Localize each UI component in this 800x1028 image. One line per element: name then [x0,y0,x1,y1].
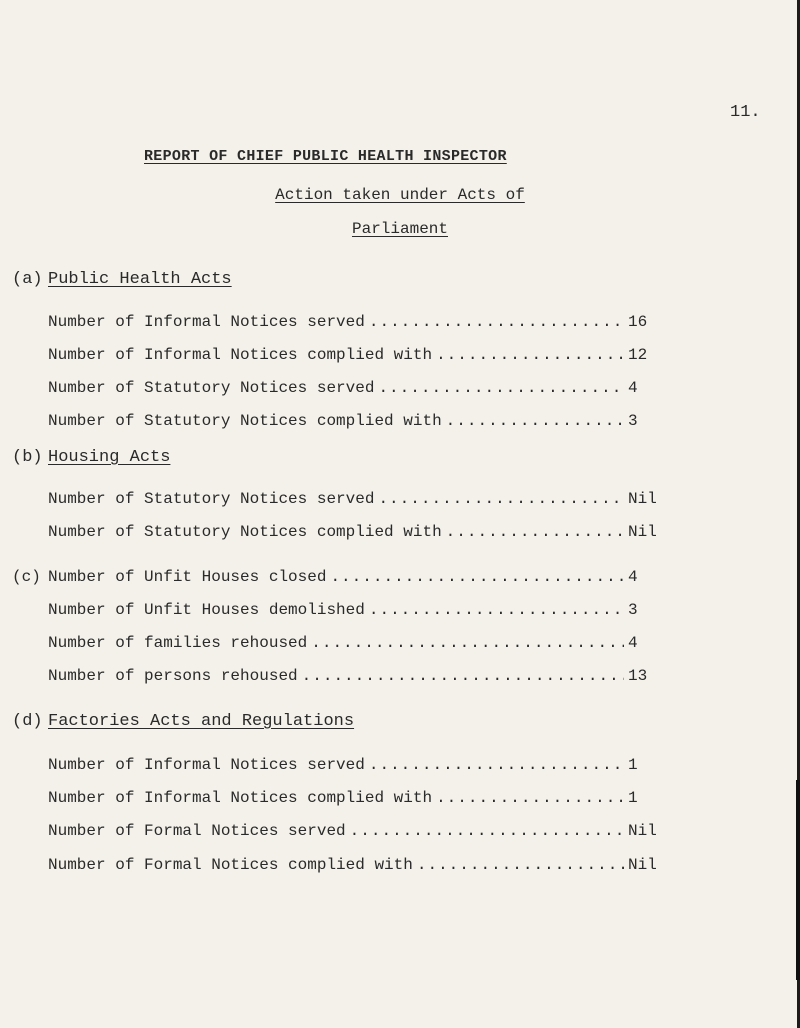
item-value: Nil [628,490,657,508]
section-title: Factories Acts and Regulations [48,712,355,731]
item-label: Number of families rehoused [48,634,308,652]
leader-dots [302,667,624,685]
item-value: Nil [628,856,657,874]
item-label: Number of Informal Notices complied with [48,346,433,364]
item-label: Number of Formal Notices complied with [48,856,413,874]
page-edge-shadow [796,780,800,980]
page-number: 11. [730,103,761,122]
leader-dots [330,568,624,586]
item-label: Number of persons rehoused [48,667,298,685]
list-item [48,490,658,508]
item-label: Number of Informal Notices served [48,756,365,774]
section-letter: (b) [12,448,43,467]
list-item [48,667,658,685]
item-value: 16 [628,313,648,331]
item-value: Nil [628,822,657,840]
item-label: Number of Formal Notices served [48,822,346,840]
list-item [12,568,658,586]
leader-dots [311,634,624,652]
item-value: 3 [628,412,638,430]
leader-dots [417,856,624,874]
leader-dots [436,346,624,364]
list-item [48,412,658,430]
item-value: 3 [628,601,638,619]
section-a-heading [12,270,232,289]
report-title: REPORT OF CHIEF PUBLIC HEALTH INSPECTOR [144,148,507,165]
list-item [48,856,658,874]
leader-dots [436,789,624,807]
section-title: Public Health Acts [48,270,232,289]
item-label: Number of Statutory Notices served [48,490,375,508]
item-label: Number of Statutory Notices complied with [48,523,442,541]
item-value: 4 [628,634,638,652]
list-item [48,379,658,397]
item-label: Number of Unfit Houses closed [48,568,327,586]
list-item [48,523,658,541]
leader-dots [378,490,624,508]
item-label: Number of Informal Notices complied with [48,789,433,807]
item-value: 12 [628,346,648,364]
list-item [48,634,658,652]
leader-dots [369,601,624,619]
item-value: 1 [628,789,638,807]
list-item [48,756,658,774]
leader-dots [446,523,624,541]
leader-dots [350,822,624,840]
item-label: Number of Informal Notices served [48,313,365,331]
section-d-heading [12,712,354,731]
leader-dots [369,313,624,331]
list-item [48,789,658,807]
list-item [48,601,658,619]
leader-dots [369,756,624,774]
list-item [48,346,658,364]
list-item [48,822,658,840]
item-label: Number of Unfit Houses demolished [48,601,365,619]
item-value: 13 [628,667,648,685]
item-label: Number of Statutory Notices complied with [48,412,442,430]
section-title: Housing Acts [48,448,171,467]
item-value: Nil [628,523,657,541]
item-value: 4 [628,568,638,586]
section-letter: (a) [12,270,43,289]
subtitle-line-2: Parliament [351,220,448,238]
item-value: 4 [628,379,638,397]
leader-dots [378,379,624,397]
section-letter: (c) [12,568,41,586]
list-item [48,313,658,331]
section-b-heading [12,448,170,467]
item-label: Number of Statutory Notices served [48,379,375,397]
section-letter: (d) [12,712,43,731]
item-value: 1 [628,756,638,774]
leader-dots [446,412,624,430]
subtitle-line-1: Action taken under Acts of [275,186,525,204]
